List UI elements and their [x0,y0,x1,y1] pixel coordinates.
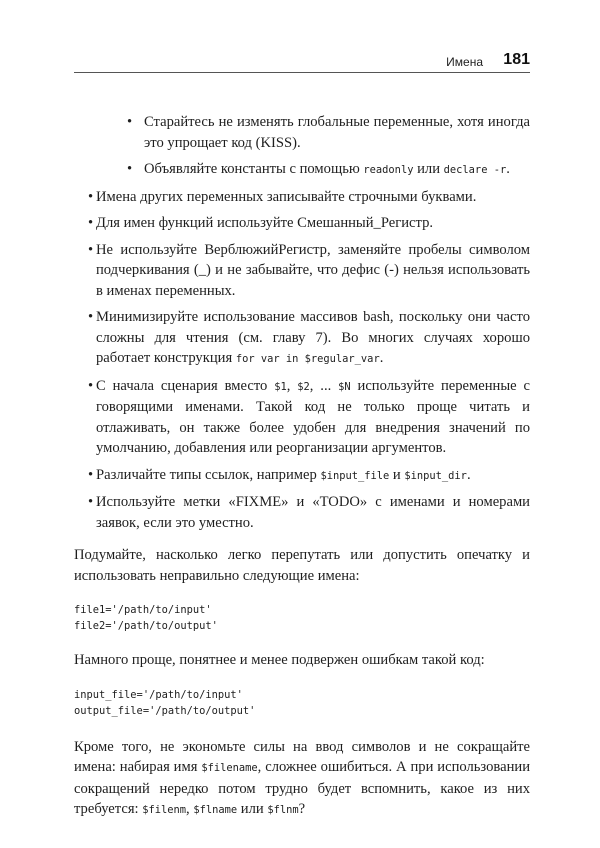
bullet-item [74,240,530,302]
paragraph: Намного проще, понятнее и менее подвержен ошибкам такой код: [74,652,485,668]
bullet-text: Используйте метки «FIXME» и «TODO» с именами и номерами заявок, если это уместно. [96,494,530,531]
code-block: input_file='/path/to/input' output_file='/path/to/output' [74,688,256,717]
bullet-marker: • [88,241,94,258]
inline-code: $input_file [320,469,390,482]
bullet-marker: • [88,377,94,394]
paragraph: Подумайте, насколько легко перепутать или допустить опечатку и использовать неправильно следующие имена: [74,547,530,584]
inline-code: $input_dir [404,469,467,482]
sub-bullet-text: или [413,161,444,177]
running-header [74,51,530,72]
bullet-item [74,187,530,208]
bullet-text: , ... [309,377,339,394]
inline-code: for var in $regular_var [235,353,380,365]
bullet-text: . [466,466,471,483]
bullet-text: Минимизируйте использование массивов bash, поскольку они часто сложны для чтения (см. главу 7). Во многих случаях хорошо работает конструкция [96,309,530,366]
inline-code: $flnm [267,804,299,816]
bullet-text: Для имен функций используйте Смешанный_Регистр. [96,215,434,231]
bullet-text: С начала сценария вместо [96,377,275,394]
bullet-item [74,492,530,533]
page-number: 181 [503,51,530,68]
sub-bullet-item [74,112,530,153]
bullet-text: , [286,377,298,394]
bullet-item [74,213,530,234]
bullet-text: используйте переменные с говорящими именами. Такой код не только проще читать и отлаживать, он также более удобен для внедрения значений по умолчанию, добавления или реорганизации аргументов. [96,377,530,456]
page-body [74,112,530,821]
inline-code: $N [338,380,351,393]
sub-bullet-text: Объявляйте константы с помощью [144,161,364,177]
bullet-marker: • [88,188,94,205]
bullet-marker: • [127,114,133,130]
paragraph-text: Кроме того, не экономьте силы на ввод символов и не сокращайте имена: набирая имя [74,738,530,775]
inline-code: $filename [201,762,258,774]
code-block: file1='/path/to/input' file2='/path/to/output' [74,604,218,632]
bullet-item [74,376,530,459]
inline-code: $1 [274,380,287,393]
header-rule [74,72,530,73]
bullet-text: Различайте типы ссылок, например [96,466,321,483]
inline-code: readonly [363,164,414,176]
sub-bullet-item [74,159,530,181]
sub-bullet-text: Старайтесь не изменять глобальные переменные, хотя иногда это упрощает код (KISS). [144,114,530,151]
inline-code: $filenm [142,804,187,816]
bullet-marker: • [88,309,94,325]
bullet-item [74,307,530,370]
bullet-text: Не используйте ВерблюжийРегистр, заменяйте пробелы символом подчеркивания (_) и не забывайте, что дефис (-) нельзя использовать в именах переменных. [96,241,530,299]
bullet-text: и [389,466,405,483]
bullet-marker: • [88,466,94,483]
paragraph-text: или [237,801,268,817]
bullet-text: . [379,350,384,366]
inline-code: $2 [297,380,310,393]
paragraph-text: , сложнее ошибиться. А при использовании сокращений нередко потом трудно будет вспомнить, какое из них требуется: [74,759,531,817]
bullet-marker: • [127,161,133,177]
bullet-marker: • [88,494,94,510]
paragraph-text: , [186,801,194,817]
sub-bullet-text: . [506,161,510,177]
bullet-item [74,465,530,487]
inline-code: $flname [193,804,238,816]
bullet-text: Имена других переменных записывайте строчными буквами. [96,188,477,205]
paragraph [74,737,530,821]
inline-code: declare -r [443,164,507,176]
bullet-marker: • [88,215,94,231]
paragraph-text: ? [298,801,306,817]
running-header-title: Имена [446,55,483,69]
